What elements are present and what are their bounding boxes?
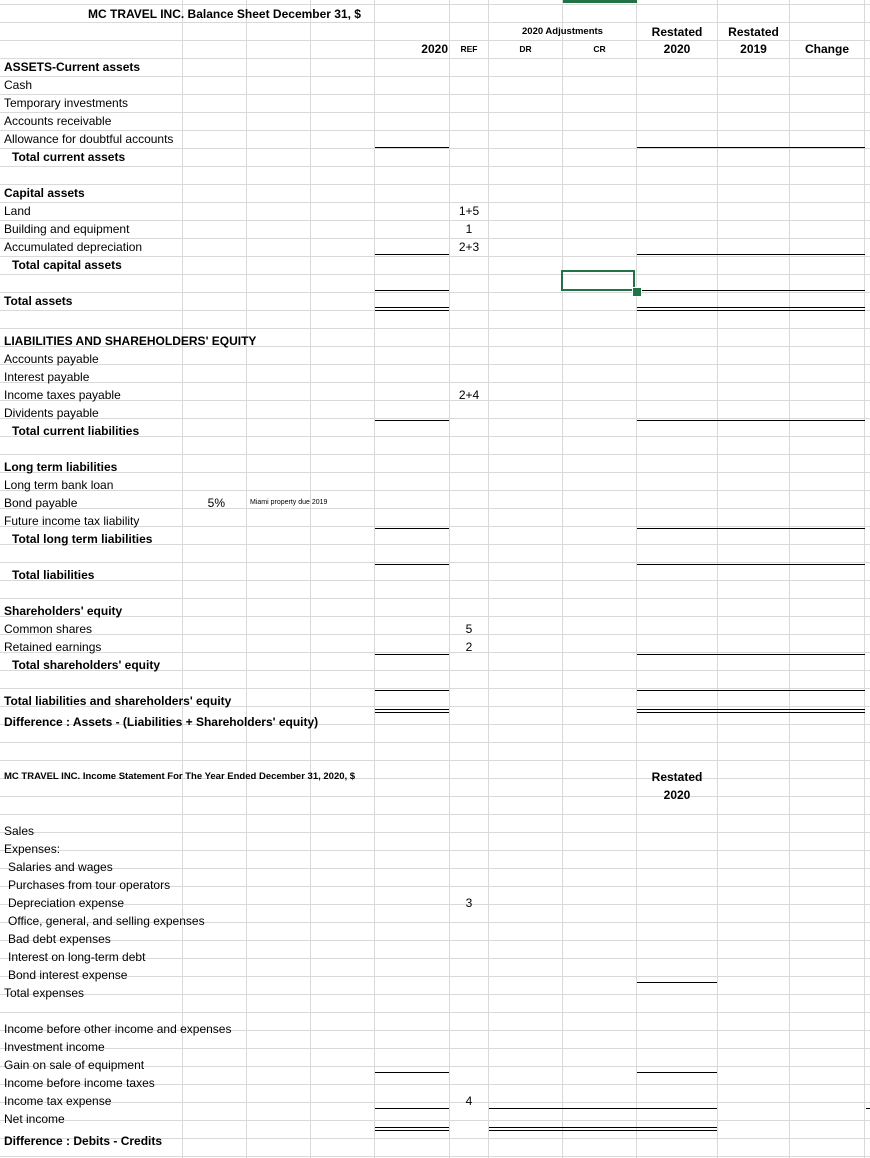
row-label-total-long-term-liabilities[interactable]: Total long term liabilities <box>12 532 153 546</box>
header-restated-2019-year[interactable]: 2019 <box>740 42 767 56</box>
double-underline <box>489 1127 717 1131</box>
row-label-income-taxes-payable[interactable]: Income taxes payable <box>4 388 121 402</box>
bond-note[interactable]: Miami property due 2019 <box>250 499 328 506</box>
ref-building[interactable]: 1 <box>465 222 473 236</box>
is-row-net-income[interactable]: Net income <box>4 1112 65 1126</box>
underline <box>637 147 865 148</box>
row-label-temporary-investments[interactable]: Temporary investments <box>4 96 129 110</box>
is-row-sales[interactable]: Sales <box>4 824 35 838</box>
row-label-total-current-liabilities[interactable]: Total current liabilities <box>12 424 140 438</box>
is-row-investment-income[interactable]: Investment income <box>4 1040 105 1054</box>
double-underline <box>637 307 865 311</box>
underline <box>375 147 449 148</box>
row-label-allowance[interactable]: Allowance for doubtful accounts <box>4 132 174 146</box>
is-row-interest-long-term[interactable]: Interest on long-term debt <box>8 950 146 964</box>
is-row-depreciation[interactable]: Depreciation expense <box>8 896 125 910</box>
underline <box>637 420 865 421</box>
row-label-total-capital-assets[interactable]: Total capital assets <box>12 258 122 272</box>
underline <box>637 254 865 255</box>
header-adjustments[interactable]: 2020 Adjustments <box>522 26 603 37</box>
is-row-salaries[interactable]: Salaries and wages <box>8 860 113 874</box>
underline <box>637 564 865 565</box>
row-label-future-income-tax[interactable]: Future income tax liability <box>4 514 140 528</box>
underline <box>637 1072 717 1073</box>
is-row-office-expenses[interactable]: Office, general, and selling expenses <box>8 914 205 928</box>
is-header-year[interactable]: 2020 <box>663 788 691 802</box>
underline <box>375 254 449 255</box>
underline <box>375 1072 449 1073</box>
bond-rate[interactable]: 5% <box>207 496 225 510</box>
is-ref-depreciation[interactable]: 3 <box>465 896 473 910</box>
header-change[interactable]: Change <box>804 42 849 56</box>
underline <box>375 654 449 655</box>
header-cr[interactable]: CR <box>593 44 606 54</box>
row-label-long-term-bank-loan[interactable]: Long term bank loan <box>4 478 114 492</box>
fill-handle[interactable] <box>632 287 642 297</box>
row-label-total-liabilities[interactable]: Total liabilities <box>12 568 95 582</box>
underline <box>375 1108 449 1109</box>
row-label-current-assets[interactable]: ASSETS-Current assets <box>4 60 141 74</box>
is-header-restated[interactable]: Restated <box>651 770 703 784</box>
header-restated-2020[interactable]: Restated <box>651 25 703 39</box>
underline <box>375 564 449 565</box>
row-label-long-term-liabilities[interactable]: Long term liabilities <box>4 460 118 474</box>
selected-cell[interactable] <box>561 270 635 291</box>
ref-retained-earnings[interactable]: 2 <box>465 640 473 654</box>
is-row-purchases[interactable]: Purchases from tour operators <box>8 878 171 892</box>
row-label-capital-assets[interactable]: Capital assets <box>4 186 85 200</box>
row-label-accounts-payable[interactable]: Accounts payable <box>4 352 99 366</box>
underline <box>637 982 717 983</box>
is-row-bad-debt[interactable]: Bad debt expenses <box>8 932 111 946</box>
row-label-cash[interactable]: Cash <box>4 78 33 92</box>
underline <box>866 1108 870 1109</box>
is-row-bond-interest[interactable]: Bond interest expense <box>8 968 128 982</box>
header-2020[interactable]: 2020 <box>421 42 448 56</box>
row-label-liabilities-equity[interactable]: LIABILITIES AND SHAREHOLDERS' EQUITY <box>4 334 257 348</box>
income-statement-title[interactable]: MC TRAVEL INC. Income Statement For The Year Ended December 31, 2020, $ <box>4 771 356 782</box>
ref-income-taxes-payable[interactable]: 2+4 <box>458 388 480 402</box>
is-ref-income-tax[interactable]: 4 <box>465 1094 473 1108</box>
double-underline <box>375 709 449 713</box>
row-label-total-current-assets[interactable]: Total current assets <box>12 150 126 164</box>
row-label-total-liabilities-equity[interactable]: Total liabilities and shareholders' equity <box>4 694 232 708</box>
header-restated-2019[interactable]: Restated <box>728 25 779 39</box>
is-row-income-before-taxes[interactable]: Income before income taxes <box>4 1076 155 1090</box>
underline <box>375 420 449 421</box>
underline <box>489 1108 717 1109</box>
underline <box>375 690 449 691</box>
balance-sheet-title[interactable]: MC TRAVEL INC. Balance Sheet December 31, $ <box>88 7 361 21</box>
row-label-shareholders-equity[interactable]: Shareholders' equity <box>4 604 123 618</box>
selected-column-marker <box>563 0 637 3</box>
is-row-expenses[interactable]: Expenses: <box>4 842 61 856</box>
underline <box>637 528 865 529</box>
row-label-accumulated-depreciation[interactable]: Accumulated depreciation <box>4 240 143 254</box>
row-label-total-shareholders-equity[interactable]: Total shareholders' equity <box>12 658 160 672</box>
header-dr[interactable]: DR <box>519 44 532 54</box>
double-underline <box>375 307 449 311</box>
row-label-land[interactable]: Land <box>4 204 31 218</box>
is-row-gain-on-sale[interactable]: Gain on sale of equipment <box>4 1058 145 1072</box>
row-label-retained-earnings[interactable]: Retained earnings <box>4 640 102 654</box>
underline <box>637 690 865 691</box>
is-row-income-tax-expense[interactable]: Income tax expense <box>4 1094 112 1108</box>
ref-common-shares[interactable]: 5 <box>465 622 473 636</box>
row-label-difference-balance[interactable]: Difference : Assets - (Liabilities + Shareholders' equity) <box>4 715 319 729</box>
underline <box>637 654 865 655</box>
is-row-total-expenses[interactable]: Total expenses <box>4 986 85 1000</box>
underline <box>375 528 449 529</box>
is-row-difference[interactable]: Difference : Debits - Credits <box>4 1134 163 1148</box>
double-underline <box>637 709 865 713</box>
row-label-accounts-receivable[interactable]: Accounts receivable <box>4 114 112 128</box>
double-underline <box>375 1127 449 1131</box>
ref-land[interactable]: 1+5 <box>458 204 480 218</box>
header-restated-2020-year[interactable]: 2020 <box>663 42 691 56</box>
row-label-common-shares[interactable]: Common shares <box>4 622 93 636</box>
header-ref[interactable]: REF <box>460 44 478 54</box>
row-label-total-assets[interactable]: Total assets <box>4 294 73 308</box>
row-label-dividents-payable[interactable]: Dividents payable <box>4 406 99 420</box>
row-label-building[interactable]: Building and equipment <box>4 222 130 236</box>
row-label-bond-payable[interactable]: Bond payable <box>4 496 78 510</box>
underline <box>375 290 449 291</box>
ref-accumulated-depreciation[interactable]: 2+3 <box>458 240 480 254</box>
underline <box>637 290 865 291</box>
row-label-interest-payable[interactable]: Interest payable <box>4 370 90 384</box>
is-row-income-before-other[interactable]: Income before other income and expenses <box>4 1022 232 1036</box>
